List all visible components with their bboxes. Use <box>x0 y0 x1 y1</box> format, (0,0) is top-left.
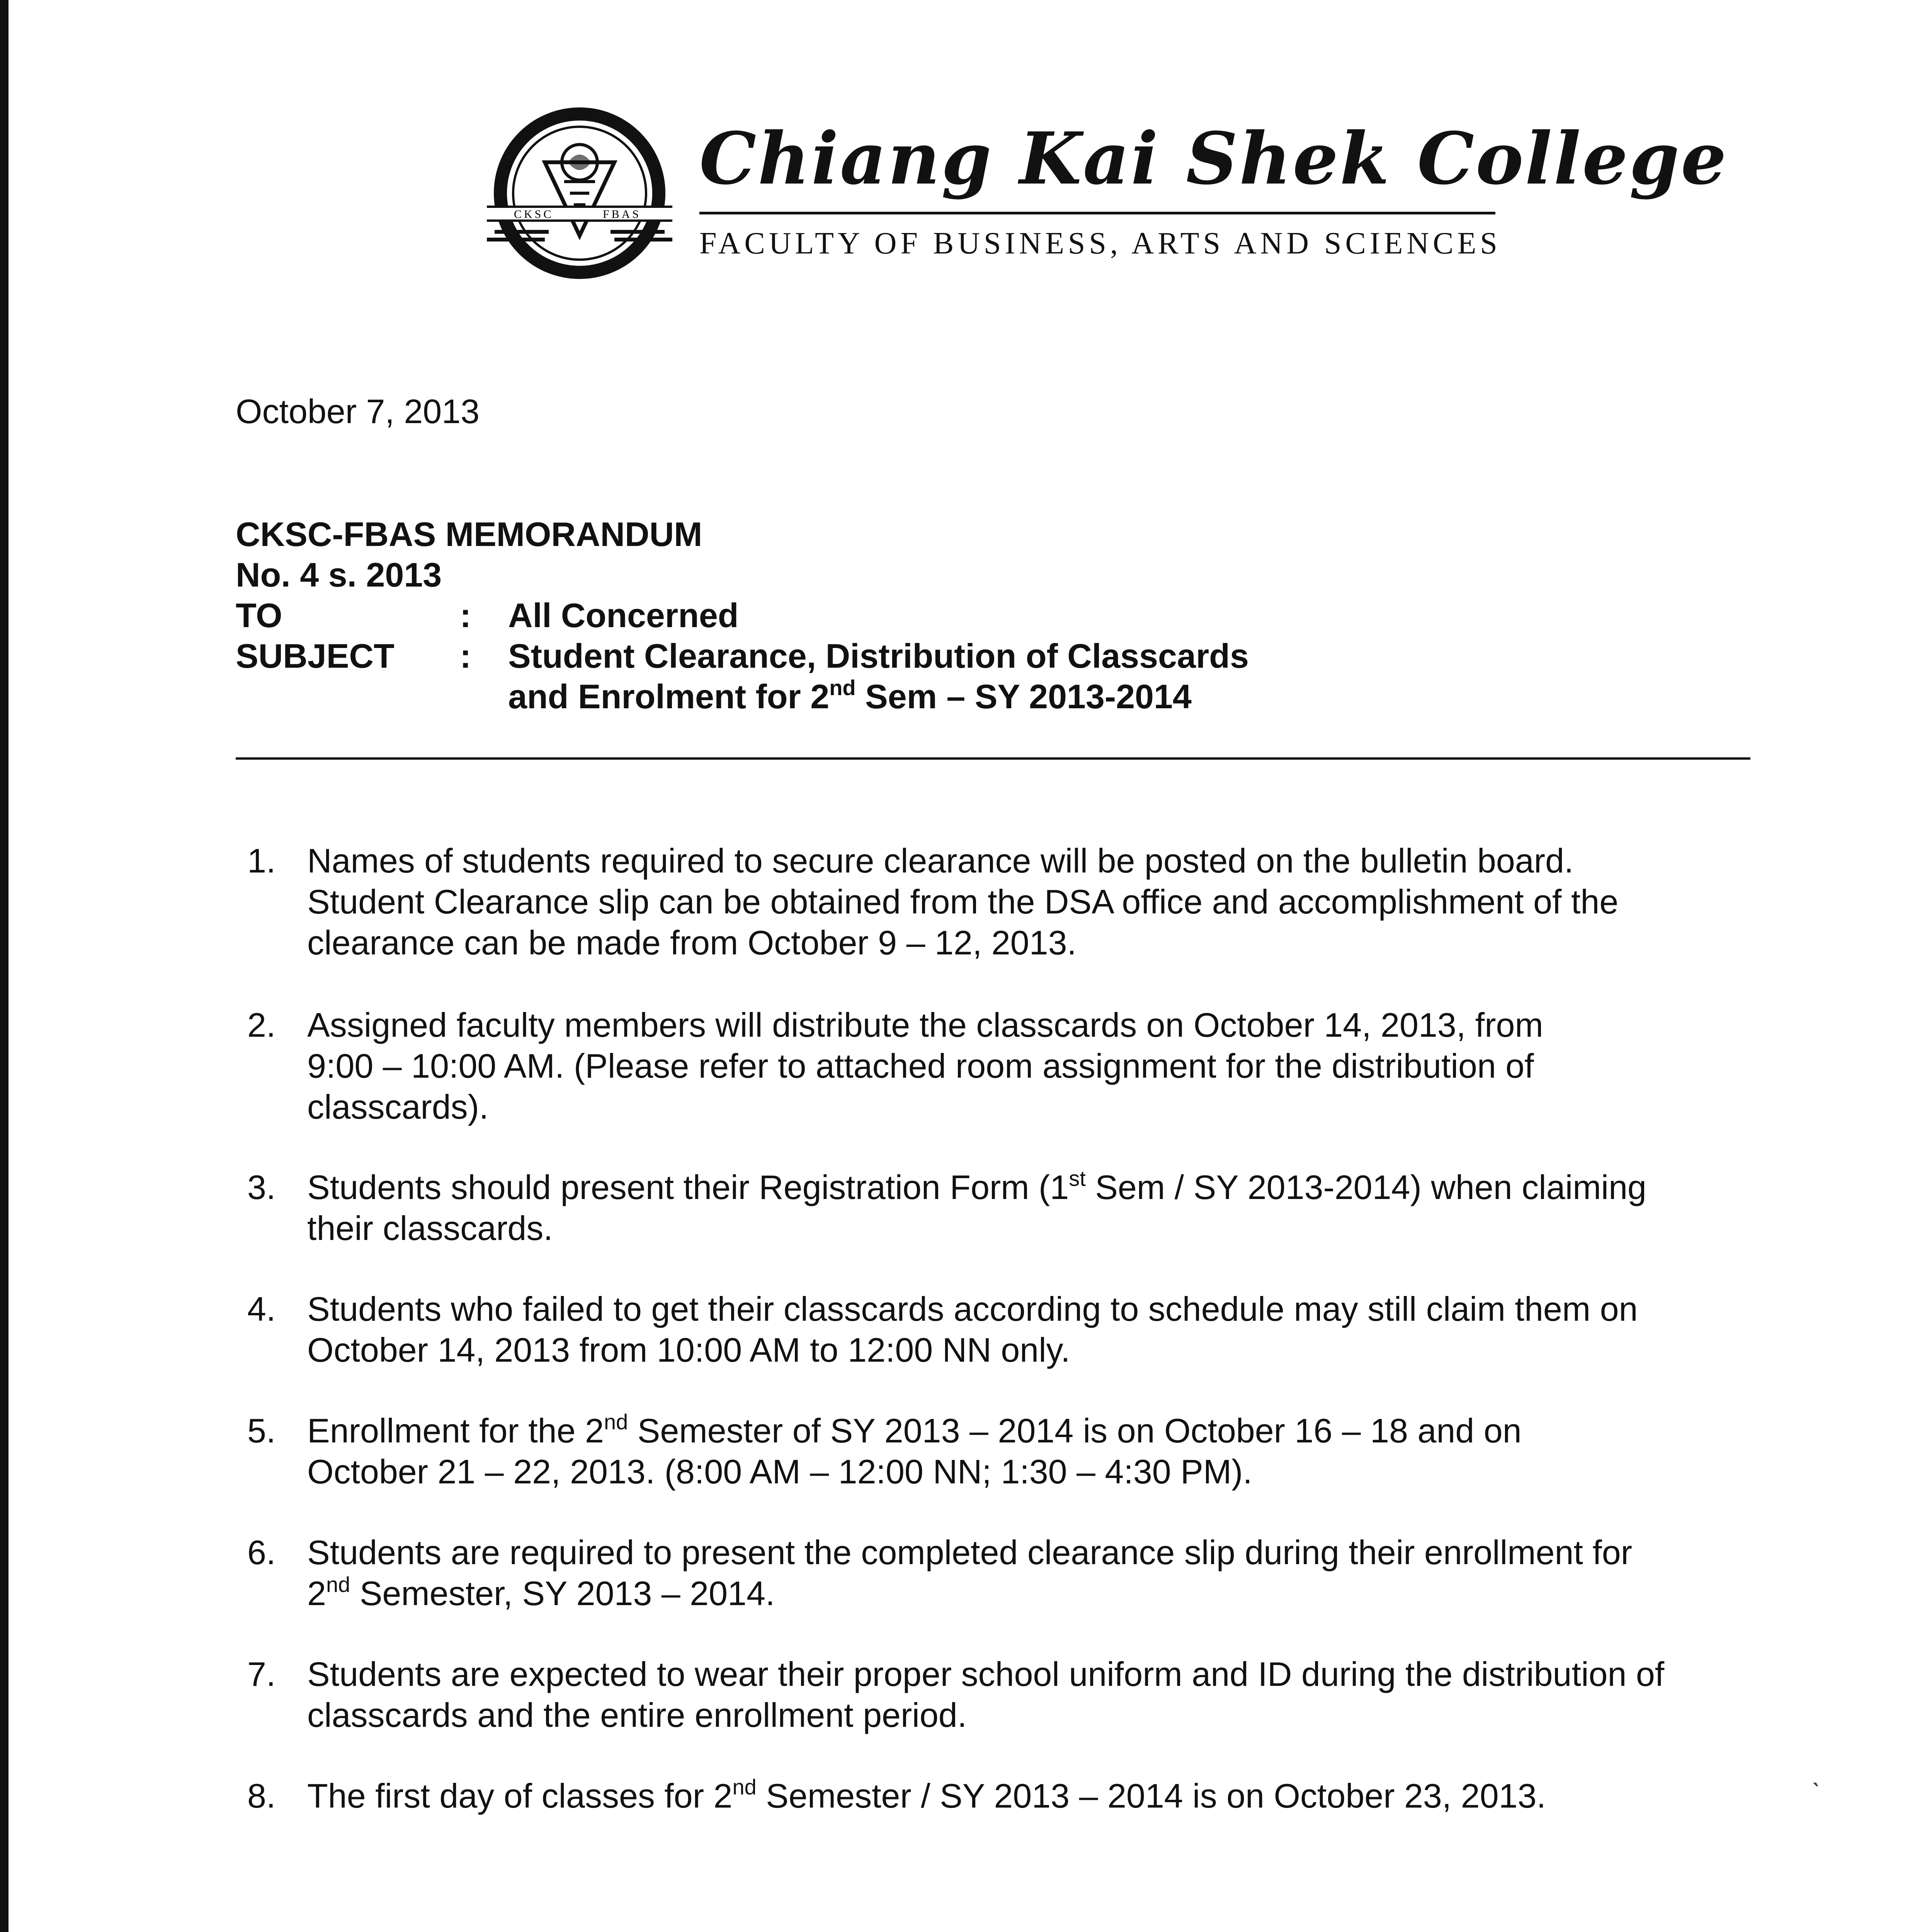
letterhead-rule <box>699 212 1495 214</box>
item-3-line-1-post: Sem / SY 2013-2014) when claiming <box>1085 1168 1646 1206</box>
memo-number: No. 4 s. 2013 <box>236 556 442 594</box>
item-7-line-1: Students are expected to wear their proper school uniform and ID during the distribution of <box>307 1655 1665 1693</box>
item-8-line-1-pre: The first day of classes for 2 <box>307 1777 733 1815</box>
scan-mark: ˋ <box>1811 1778 1821 1808</box>
item-5-line-1-pre: Enrollment for the 2 <box>307 1412 604 1450</box>
subject-line-2 <box>508 676 1192 717</box>
item-6-line-2-post: Semester, SY 2013 – 2014. <box>350 1574 775 1612</box>
item-7-line-2: classcards and the entire enrollment period. <box>307 1696 967 1734</box>
item-1-line-3: clearance can be made from October 9 – 12, 2013. <box>307 923 1077 962</box>
item-6-number: 6. <box>247 1533 276 1571</box>
item-5 <box>307 1410 1760 1492</box>
item-5-line-1-post: Semester of SY 2013 – 2014 is on October 16 – 18 and on <box>628 1412 1522 1450</box>
item-5-line-2: October 21 – 22, 2013. (8:00 AM – 12:00 NN; 1:30 – 4:30 PM). <box>307 1452 1252 1491</box>
item-2 <box>307 1005 1760 1128</box>
item-3-line-2: their classcards. <box>307 1209 553 1247</box>
item-8-number: 8. <box>247 1777 276 1815</box>
item-7-number: 7. <box>247 1655 276 1693</box>
item-6-line-2-sup: nd <box>326 1572 350 1597</box>
item-2-line-1: Assigned faculty members will distribute the classcards on October 14, 2013, from <box>307 1006 1543 1044</box>
item-6 <box>307 1532 1760 1614</box>
logo-fbas-text: FBAS <box>603 208 641 221</box>
item-7 <box>307 1654 1760 1736</box>
item-6-line-2-pre: 2 <box>307 1574 326 1612</box>
item-8 <box>307 1776 1760 1816</box>
item-1-number: 1. <box>247 842 276 880</box>
scan-border-left <box>0 0 9 1932</box>
college-name: Chiang Kai Shek College <box>699 116 1728 201</box>
memo-date: October 7, 2013 <box>236 392 480 430</box>
subject-label: SUBJECT <box>236 637 395 675</box>
item-5-line-1 <box>307 1410 1760 1451</box>
faculty-name: FACULTY OF BUSINESS, ARTS AND SCIENCES <box>699 226 1501 260</box>
subject-line-2-sup: nd <box>829 675 856 700</box>
item-4-line-1: Students who failed to get their classcards according to schedule may still claim them on <box>307 1290 1638 1328</box>
item-4-line-2: October 14, 2013 from 10:00 AM to 12:00 NN only. <box>307 1331 1070 1369</box>
item-2-number: 2. <box>247 1006 276 1044</box>
item-1 <box>307 840 1760 963</box>
item-2-line-3: classcards). <box>307 1088 489 1126</box>
to-value: All Concerned <box>508 596 739 634</box>
item-3 <box>307 1167 1760 1249</box>
item-2-line-2: 9:00 – 10:00 AM. (Please refer to attached room assignment for the distribution of <box>307 1047 1534 1085</box>
item-3-line-1-sup: st <box>1069 1166 1086 1190</box>
subject-line-2-post: Sem – SY 2013-2014 <box>855 677 1192 716</box>
item-3-line-1-pre: Students should present their Registration Form (1 <box>307 1168 1069 1206</box>
item-8-line-1-post: Semester / SY 2013 – 2014 is on October 23, 2013. <box>756 1777 1546 1815</box>
to-label: TO <box>236 596 282 634</box>
subject-line-1: Student Clearance, Distribution of Classcards <box>508 637 1249 675</box>
item-6-line-2 <box>307 1573 1760 1614</box>
college-seal-logo <box>487 104 672 282</box>
item-5-line-1-sup: nd <box>604 1409 628 1434</box>
item-8-line-1 <box>307 1776 1760 1816</box>
subject-line-2-pre: and Enrolment for 2 <box>508 677 830 716</box>
item-1-line-2: Student Clearance slip can be obtained from the DSA office and accomplishment of the <box>307 883 1619 921</box>
item-6-line-1: Students are required to present the completed clearance slip during their enrollment for <box>307 1533 1633 1571</box>
item-5-number: 5. <box>247 1412 276 1450</box>
item-3-number: 3. <box>247 1168 276 1206</box>
item-4 <box>307 1289 1760 1371</box>
header-rule <box>236 757 1750 760</box>
to-colon: : <box>460 596 471 634</box>
logo-cksc-text: CKSC <box>514 208 554 221</box>
memo-title: CKSC-FBAS MEMORANDUM <box>236 515 702 553</box>
subject-colon: : <box>460 637 471 675</box>
item-3-line-1 <box>307 1167 1760 1208</box>
item-1-line-1: Names of students required to secure clearance will be posted on the bulletin board. <box>307 842 1574 880</box>
item-4-number: 4. <box>247 1290 276 1328</box>
item-8-line-1-sup: nd <box>732 1774 757 1799</box>
